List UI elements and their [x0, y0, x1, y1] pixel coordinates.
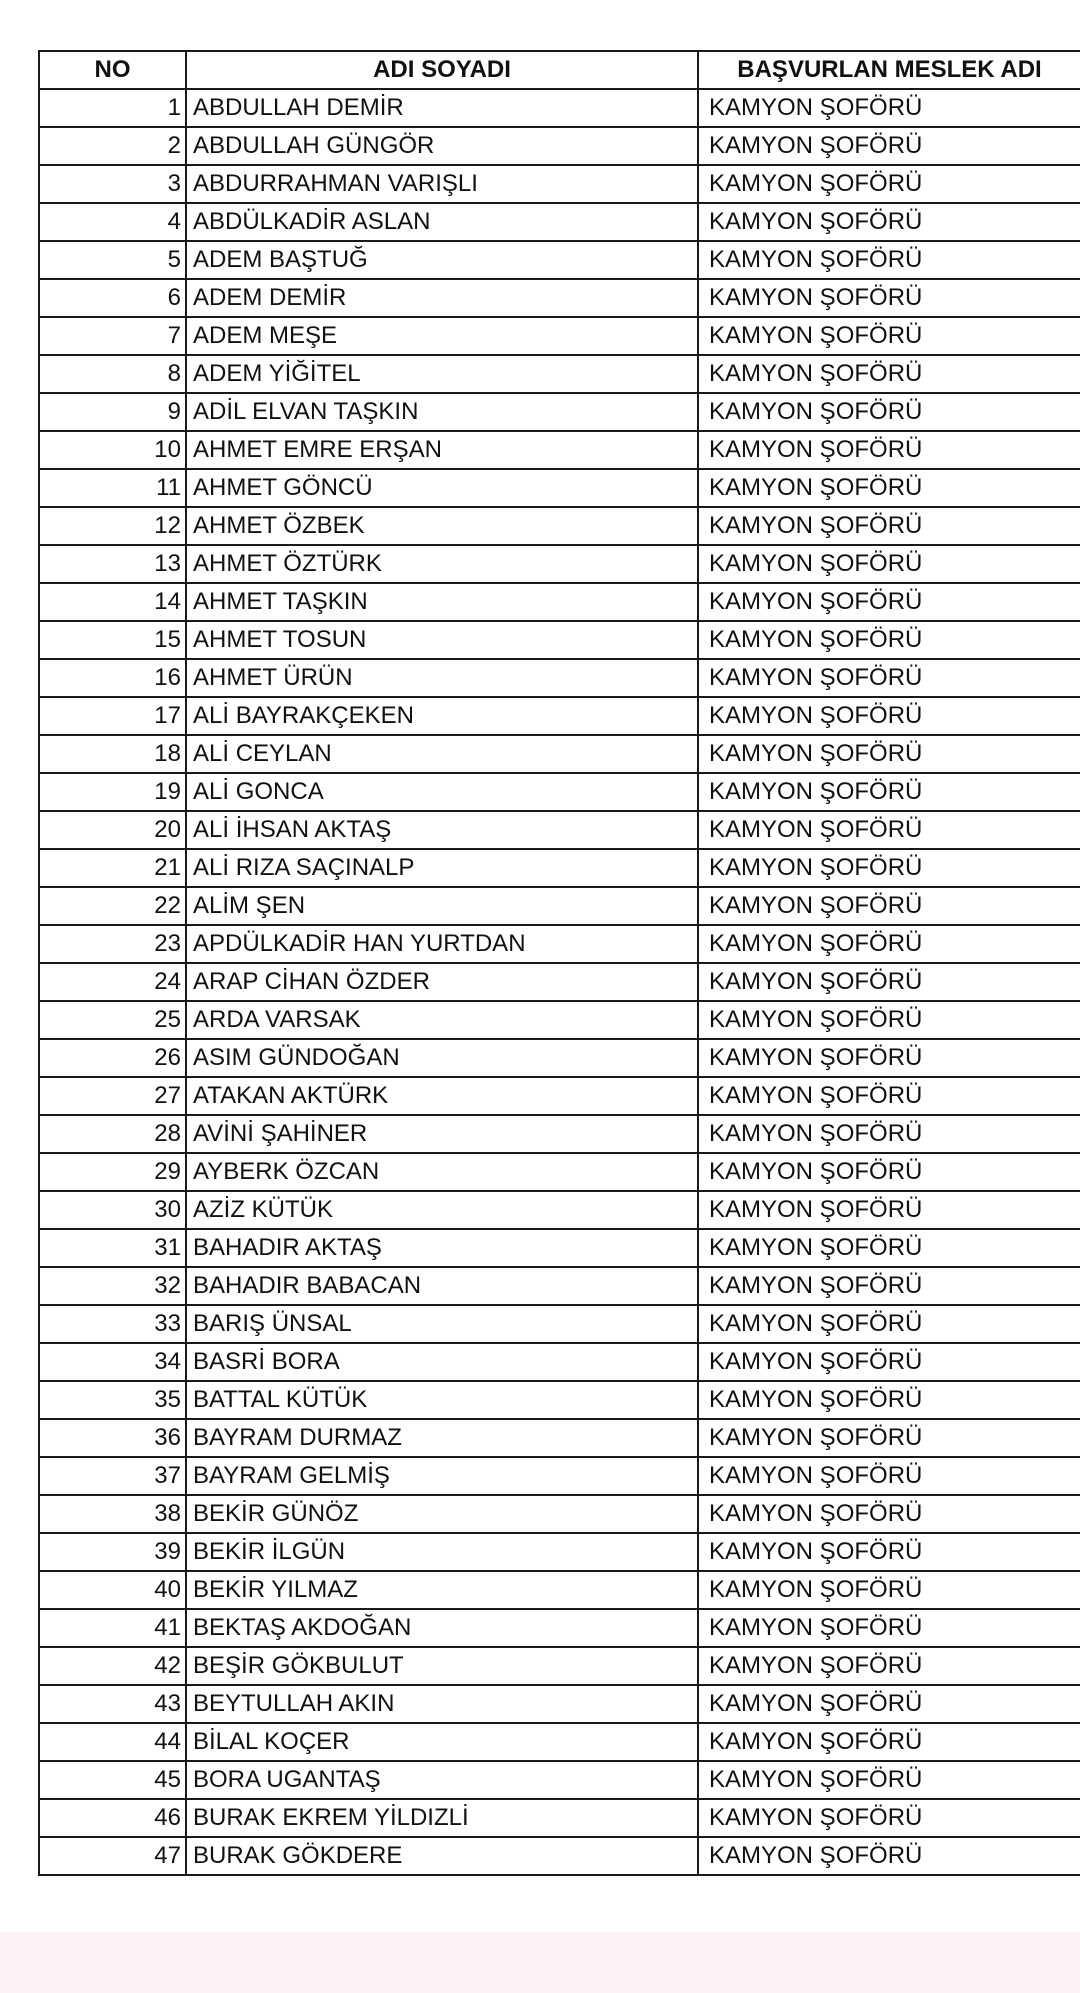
- row-occupation: KAMYON ŞOFÖRÜ: [698, 849, 1080, 887]
- row-full-name: ALİ BAYRAKÇEKEN: [186, 697, 698, 735]
- row-full-name: BATTAL KÜTÜK: [186, 1381, 698, 1419]
- table-row: [39, 1077, 1080, 1115]
- table-row: [39, 393, 1080, 431]
- table-row: [39, 1685, 1080, 1723]
- table-row: [39, 1115, 1080, 1153]
- table-row: [39, 241, 1080, 279]
- row-occupation: KAMYON ŞOFÖRÜ: [698, 1685, 1080, 1723]
- row-number: 17: [39, 697, 186, 735]
- row-number: 43: [39, 1685, 186, 1723]
- row-number: 7: [39, 317, 186, 355]
- table-row: [39, 1039, 1080, 1077]
- row-full-name: ABDÜLKADİR ASLAN: [186, 203, 698, 241]
- row-occupation: KAMYON ŞOFÖRÜ: [698, 89, 1080, 127]
- table-row: [39, 89, 1080, 127]
- row-number: 39: [39, 1533, 186, 1571]
- row-full-name: BEKİR GÜNÖZ: [186, 1495, 698, 1533]
- table-body: [39, 89, 1080, 1875]
- row-full-name: BAHADIR AKTAŞ: [186, 1229, 698, 1267]
- table-row: [39, 1571, 1080, 1609]
- row-full-name: BAHADIR BABACAN: [186, 1267, 698, 1305]
- table-row: [39, 1761, 1080, 1799]
- row-full-name: ADEM YİĞİTEL: [186, 355, 698, 393]
- row-occupation: KAMYON ŞOFÖRÜ: [698, 1229, 1080, 1267]
- row-number: 42: [39, 1647, 186, 1685]
- row-occupation: KAMYON ŞOFÖRÜ: [698, 659, 1080, 697]
- table-row: [39, 1495, 1080, 1533]
- row-occupation: KAMYON ŞOFÖRÜ: [698, 887, 1080, 925]
- row-occupation: KAMYON ŞOFÖRÜ: [698, 1191, 1080, 1229]
- row-occupation: KAMYON ŞOFÖRÜ: [698, 279, 1080, 317]
- row-full-name: ARDA VARSAK: [186, 1001, 698, 1039]
- row-full-name: BORA UGANTAŞ: [186, 1761, 698, 1799]
- table-row: [39, 203, 1080, 241]
- table-row: [39, 1305, 1080, 1343]
- row-occupation: KAMYON ŞOFÖRÜ: [698, 1647, 1080, 1685]
- row-full-name: BARIŞ ÜNSAL: [186, 1305, 698, 1343]
- row-occupation: KAMYON ŞOFÖRÜ: [698, 963, 1080, 1001]
- table-row: [39, 1191, 1080, 1229]
- header-job: BAŞVURLAN MESLEK ADI: [698, 51, 1080, 89]
- table-header-row: [39, 51, 1080, 89]
- row-number: 10: [39, 431, 186, 469]
- page-bottom-band: [0, 1932, 1080, 1993]
- row-number: 18: [39, 735, 186, 773]
- table-row: [39, 127, 1080, 165]
- row-number: 27: [39, 1077, 186, 1115]
- table-row: [39, 165, 1080, 203]
- row-occupation: KAMYON ŞOFÖRÜ: [698, 1799, 1080, 1837]
- row-occupation: KAMYON ŞOFÖRÜ: [698, 1077, 1080, 1115]
- table-row: [39, 849, 1080, 887]
- row-number: 16: [39, 659, 186, 697]
- row-number: 8: [39, 355, 186, 393]
- row-occupation: KAMYON ŞOFÖRÜ: [698, 773, 1080, 811]
- table-row: [39, 773, 1080, 811]
- row-occupation: KAMYON ŞOFÖRÜ: [698, 393, 1080, 431]
- table-row: [39, 355, 1080, 393]
- row-occupation: KAMYON ŞOFÖRÜ: [698, 241, 1080, 279]
- row-number: 31: [39, 1229, 186, 1267]
- table-row: [39, 1457, 1080, 1495]
- row-occupation: KAMYON ŞOFÖRÜ: [698, 1419, 1080, 1457]
- row-number: 46: [39, 1799, 186, 1837]
- row-full-name: AHMET ÖZBEK: [186, 507, 698, 545]
- row-number: 28: [39, 1115, 186, 1153]
- row-full-name: ABDURRAHMAN VARIŞLI: [186, 165, 698, 203]
- row-occupation: KAMYON ŞOFÖRÜ: [698, 811, 1080, 849]
- row-full-name: AZİZ KÜTÜK: [186, 1191, 698, 1229]
- row-occupation: KAMYON ŞOFÖRÜ: [698, 1001, 1080, 1039]
- row-number: 22: [39, 887, 186, 925]
- row-number: 14: [39, 583, 186, 621]
- row-occupation: KAMYON ŞOFÖRÜ: [698, 925, 1080, 963]
- row-number: 9: [39, 393, 186, 431]
- row-number: 30: [39, 1191, 186, 1229]
- row-occupation: KAMYON ŞOFÖRÜ: [698, 317, 1080, 355]
- table-row: [39, 1533, 1080, 1571]
- row-occupation: KAMYON ŞOFÖRÜ: [698, 1115, 1080, 1153]
- table-row: [39, 1229, 1080, 1267]
- row-occupation: KAMYON ŞOFÖRÜ: [698, 431, 1080, 469]
- table-row: [39, 1343, 1080, 1381]
- row-number: 1: [39, 89, 186, 127]
- table-row: [39, 963, 1080, 1001]
- applicant-table: [38, 50, 1080, 1876]
- row-number: 11: [39, 469, 186, 507]
- row-number: 38: [39, 1495, 186, 1533]
- row-full-name: ADİL ELVAN TAŞKIN: [186, 393, 698, 431]
- document-sheet: [38, 50, 1080, 1932]
- row-number: 3: [39, 165, 186, 203]
- row-occupation: KAMYON ŞOFÖRÜ: [698, 469, 1080, 507]
- row-full-name: ADEM BAŞTUĞ: [186, 241, 698, 279]
- row-occupation: KAMYON ŞOFÖRÜ: [698, 1609, 1080, 1647]
- row-occupation: KAMYON ŞOFÖRÜ: [698, 1723, 1080, 1761]
- row-full-name: AHMET ÖZTÜRK: [186, 545, 698, 583]
- row-full-name: AHMET GÖNCÜ: [186, 469, 698, 507]
- row-full-name: ARAP CİHAN ÖZDER: [186, 963, 698, 1001]
- row-occupation: KAMYON ŞOFÖRÜ: [698, 507, 1080, 545]
- table-row: [39, 1837, 1080, 1875]
- row-full-name: AHMET ÜRÜN: [186, 659, 698, 697]
- table-row: [39, 507, 1080, 545]
- table-row: [39, 583, 1080, 621]
- row-full-name: ABDULLAH GÜNGÖR: [186, 127, 698, 165]
- row-full-name: BURAK GÖKDERE: [186, 1837, 698, 1875]
- row-number: 26: [39, 1039, 186, 1077]
- row-occupation: KAMYON ŞOFÖRÜ: [698, 1761, 1080, 1799]
- row-number: 40: [39, 1571, 186, 1609]
- table-row: [39, 697, 1080, 735]
- row-occupation: KAMYON ŞOFÖRÜ: [698, 1343, 1080, 1381]
- row-number: 47: [39, 1837, 186, 1875]
- row-number: 2: [39, 127, 186, 165]
- row-full-name: BİLAL KOÇER: [186, 1723, 698, 1761]
- row-number: 20: [39, 811, 186, 849]
- row-number: 21: [39, 849, 186, 887]
- table-row: [39, 431, 1080, 469]
- row-number: 37: [39, 1457, 186, 1495]
- row-full-name: APDÜLKADİR HAN YURTDAN: [186, 925, 698, 963]
- row-full-name: BAYRAM DURMAZ: [186, 1419, 698, 1457]
- row-occupation: KAMYON ŞOFÖRÜ: [698, 203, 1080, 241]
- table-row: [39, 545, 1080, 583]
- row-full-name: ALİ GONCA: [186, 773, 698, 811]
- row-number: 13: [39, 545, 186, 583]
- row-number: 4: [39, 203, 186, 241]
- table-row: [39, 1381, 1080, 1419]
- row-occupation: KAMYON ŞOFÖRÜ: [698, 583, 1080, 621]
- row-occupation: KAMYON ŞOFÖRÜ: [698, 1305, 1080, 1343]
- table-row: [39, 279, 1080, 317]
- row-full-name: ATAKAN AKTÜRK: [186, 1077, 698, 1115]
- row-number: 25: [39, 1001, 186, 1039]
- row-occupation: KAMYON ŞOFÖRÜ: [698, 1381, 1080, 1419]
- row-number: 23: [39, 925, 186, 963]
- row-number: 35: [39, 1381, 186, 1419]
- row-number: 45: [39, 1761, 186, 1799]
- row-occupation: KAMYON ŞOFÖRÜ: [698, 1571, 1080, 1609]
- table-row: [39, 1723, 1080, 1761]
- row-number: 15: [39, 621, 186, 659]
- table-row: [39, 735, 1080, 773]
- row-full-name: ADEM DEMİR: [186, 279, 698, 317]
- table-row: [39, 1647, 1080, 1685]
- table-row: [39, 659, 1080, 697]
- header-name: ADI SOYADI: [186, 51, 698, 89]
- table-row: [39, 925, 1080, 963]
- row-occupation: KAMYON ŞOFÖRÜ: [698, 1495, 1080, 1533]
- row-full-name: BURAK EKREM YİLDIZLİ: [186, 1799, 698, 1837]
- row-number: 36: [39, 1419, 186, 1457]
- row-number: 41: [39, 1609, 186, 1647]
- row-number: 5: [39, 241, 186, 279]
- row-occupation: KAMYON ŞOFÖRÜ: [698, 545, 1080, 583]
- table-row: [39, 1419, 1080, 1457]
- row-full-name: BEŞİR GÖKBULUT: [186, 1647, 698, 1685]
- row-occupation: KAMYON ŞOFÖRÜ: [698, 621, 1080, 659]
- row-full-name: AYBERK ÖZCAN: [186, 1153, 698, 1191]
- row-occupation: KAMYON ŞOFÖRÜ: [698, 735, 1080, 773]
- row-full-name: AVİNİ ŞAHİNER: [186, 1115, 698, 1153]
- table-row: [39, 1153, 1080, 1191]
- row-occupation: KAMYON ŞOFÖRÜ: [698, 355, 1080, 393]
- row-full-name: AHMET TAŞKIN: [186, 583, 698, 621]
- row-number: 19: [39, 773, 186, 811]
- row-full-name: ALİ İHSAN AKTAŞ: [186, 811, 698, 849]
- row-occupation: KAMYON ŞOFÖRÜ: [698, 127, 1080, 165]
- row-full-name: ALİ RIZA SAÇINALP: [186, 849, 698, 887]
- row-full-name: BAYRAM GELMİŞ: [186, 1457, 698, 1495]
- row-number: 32: [39, 1267, 186, 1305]
- row-occupation: KAMYON ŞOFÖRÜ: [698, 1039, 1080, 1077]
- row-number: 44: [39, 1723, 186, 1761]
- table-row: [39, 621, 1080, 659]
- row-number: 6: [39, 279, 186, 317]
- row-number: 29: [39, 1153, 186, 1191]
- table-row: [39, 1001, 1080, 1039]
- row-number: 34: [39, 1343, 186, 1381]
- table-row: [39, 1799, 1080, 1837]
- table-row: [39, 887, 1080, 925]
- table-row: [39, 1609, 1080, 1647]
- row-full-name: BASRİ BORA: [186, 1343, 698, 1381]
- row-full-name: ALİM ŞEN: [186, 887, 698, 925]
- row-full-name: BEYTULLAH AKIN: [186, 1685, 698, 1723]
- row-number: 33: [39, 1305, 186, 1343]
- header-no: NO: [39, 51, 186, 89]
- row-full-name: BEKTAŞ AKDOĞAN: [186, 1609, 698, 1647]
- row-occupation: KAMYON ŞOFÖRÜ: [698, 1267, 1080, 1305]
- row-number: 12: [39, 507, 186, 545]
- table-row: [39, 811, 1080, 849]
- row-full-name: BEKİR İLGÜN: [186, 1533, 698, 1571]
- row-occupation: KAMYON ŞOFÖRÜ: [698, 1533, 1080, 1571]
- row-full-name: ASIM GÜNDOĞAN: [186, 1039, 698, 1077]
- row-occupation: KAMYON ŞOFÖRÜ: [698, 1837, 1080, 1875]
- row-occupation: KAMYON ŞOFÖRÜ: [698, 1153, 1080, 1191]
- table-row: [39, 317, 1080, 355]
- row-full-name: AHMET TOSUN: [186, 621, 698, 659]
- row-occupation: KAMYON ŞOFÖRÜ: [698, 697, 1080, 735]
- row-full-name: AHMET EMRE ERŞAN: [186, 431, 698, 469]
- row-number: 24: [39, 963, 186, 1001]
- row-full-name: BEKİR YILMAZ: [186, 1571, 698, 1609]
- table-row: [39, 469, 1080, 507]
- row-full-name: ABDULLAH DEMİR: [186, 89, 698, 127]
- row-full-name: ADEM MEŞE: [186, 317, 698, 355]
- row-occupation: KAMYON ŞOFÖRÜ: [698, 1457, 1080, 1495]
- row-occupation: KAMYON ŞOFÖRÜ: [698, 165, 1080, 203]
- row-full-name: ALİ CEYLAN: [186, 735, 698, 773]
- table-row: [39, 1267, 1080, 1305]
